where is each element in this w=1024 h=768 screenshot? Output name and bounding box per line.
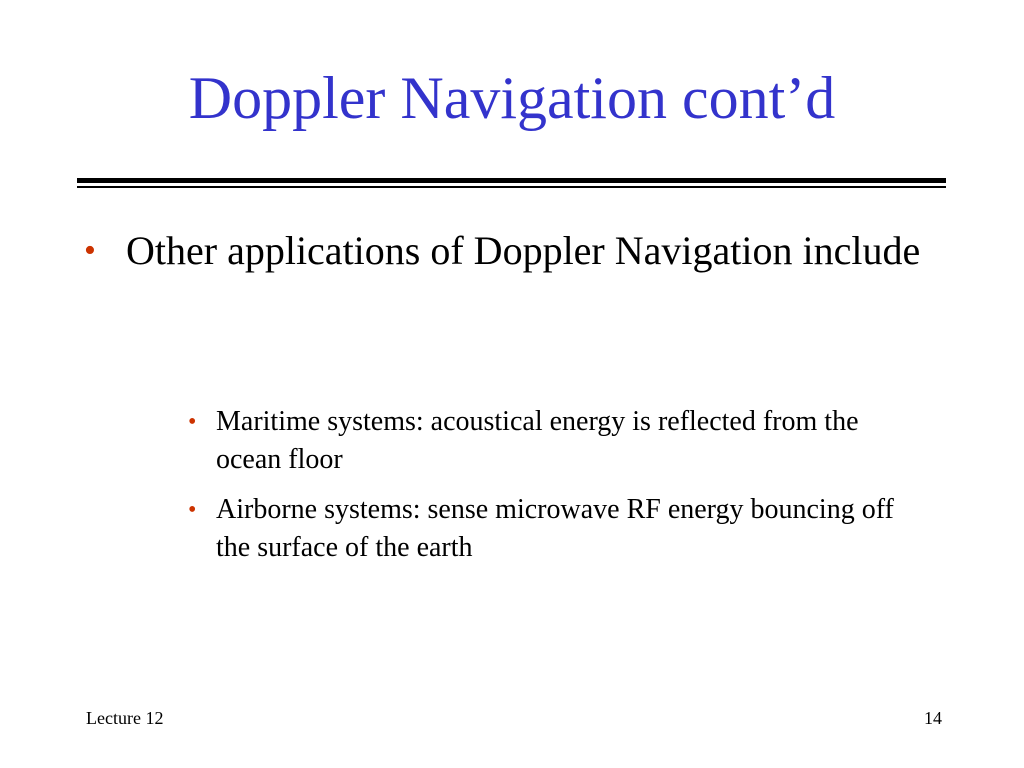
slide-title: Doppler Navigation cont’d: [188, 65, 836, 131]
sub-bullet-item: [188, 403, 908, 479]
sub-bullet-text: Airborne systems: sense microwave RF energy bouncing off the surface of the earth: [216, 494, 894, 563]
bullet-item: [84, 224, 944, 278]
footer-page-number: 14: [924, 708, 942, 728]
bullet-marker: •: [84, 232, 96, 269]
sub-bullet-item: [188, 491, 908, 567]
sub-bullet-marker: •: [188, 497, 197, 523]
bullet-text: Other applications of Doppler Navigation include: [126, 228, 921, 273]
title-divider-thick: [77, 178, 946, 183]
footer-lecture-label: Lecture 12: [86, 708, 164, 728]
sub-bullet-marker: •: [188, 409, 197, 435]
bullet-list: [84, 224, 944, 278]
sub-bullet-text: Maritime systems: acoustical energy is reflected from the ocean floor: [216, 406, 859, 475]
title-divider-thin: [77, 186, 946, 188]
sub-bullet-list: [188, 403, 908, 579]
